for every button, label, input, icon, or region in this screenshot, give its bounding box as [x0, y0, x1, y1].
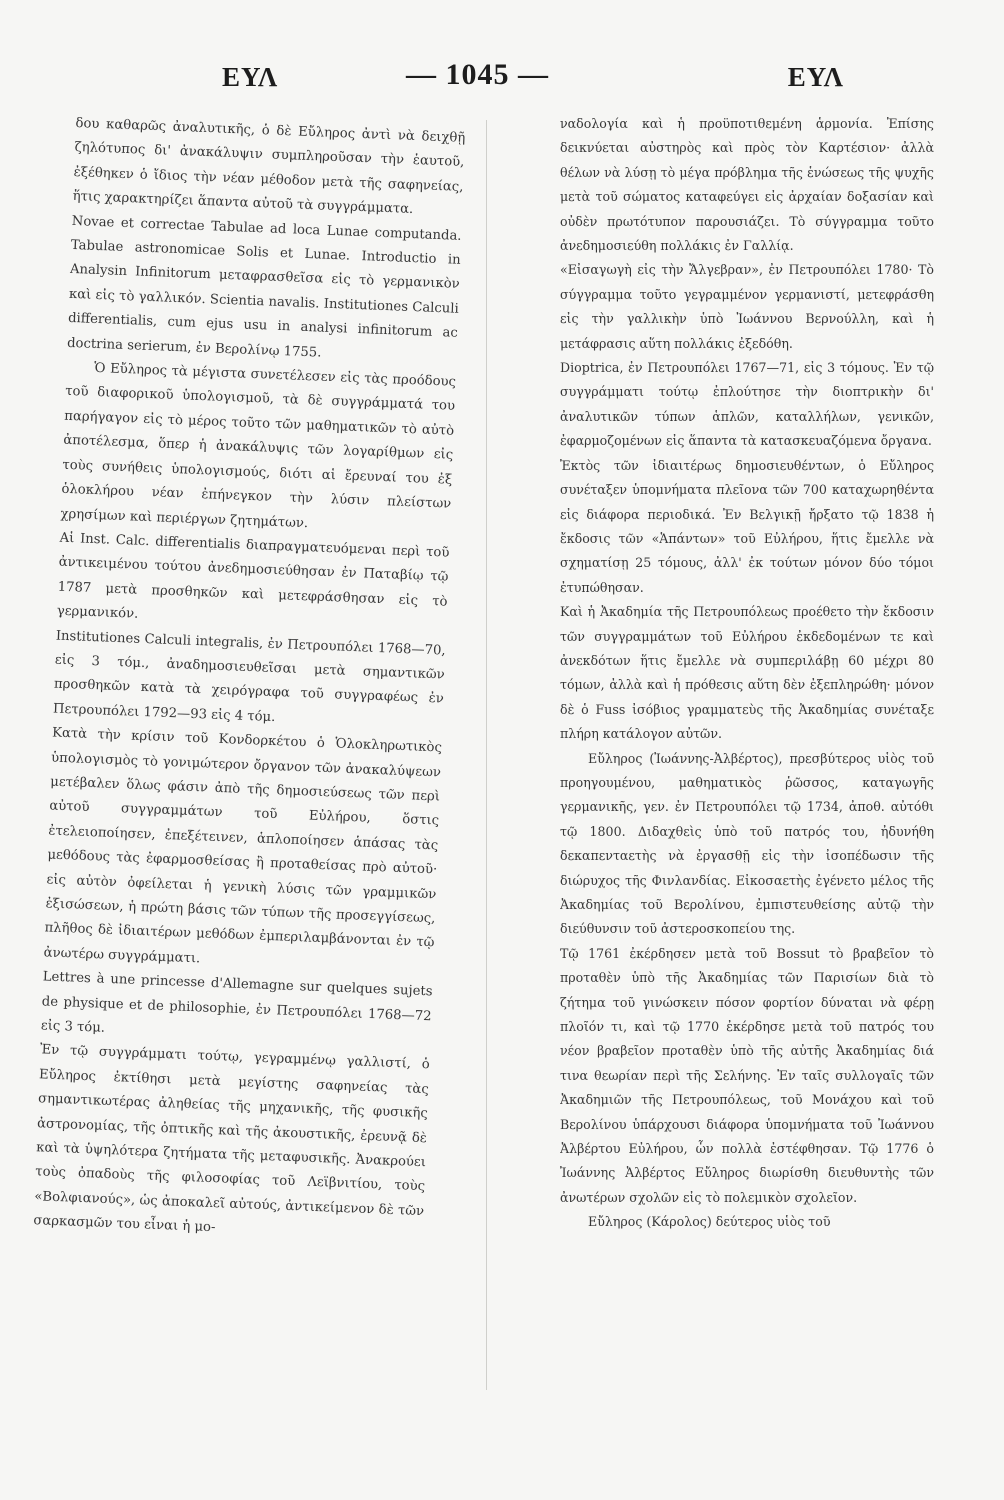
right-paragraph: Τῷ 1761 ἐκέρδησεν μετὰ τοῦ Bossut τὸ βραβεῖον τὸ προταθὲν ὑπὸ τῆς Ἀκαδημίας τῶν Παρισίων διὰ τὸ ζήτημα τοῦ γινώσκειν πόσον φορτίον δύναται νὰ φέρῃ πλοῖόν τι, καὶ τῷ 1770 ἐκέρδησε μετὰ τοῦ πατρός του νέον βραβεῖον προταθὲν ὑπὸ τῆς αὐτῆς Ἀκαδημίας διά τινα θεωρίαν περὶ τῆς Σελήνης. Ἐν ταῖς συλλογαῖς τῶν Ἀκαδημιῶν τῆς Πετρουπόλεως, τοῦ Μονάχου καὶ τοῦ Βερολίνου ὑπάρχουσι διάφορα ὑπομνήματα τοῦ Ἰωάννου Ἀλβέρτου Εὐλήρου, ὧν πολλὰ ἐστέφθησαν. Τῷ 1776 ὁ Ἰωάννης Ἀλβέρτος Εὔληρος διωρίσθη διευθυντὴς τῶν ἀνωτέρων σχολῶν εἰς τὸ πολεμικὸν σχολεῖον.	[560, 945, 934, 1205]
header-left-word: ΕΥΛ	[222, 62, 279, 92]
page-number: — 1045 —	[406, 58, 549, 91]
text-columns	[33, 112, 934, 1440]
right-paragraph: Ἐκτὸς τῶν ἰδιαιτέρως δημοσιευθέντων, ὁ Εὔληρος συνέταξεν ὑπομνήματα πλεῖονα τῶν 700 καταχωρηθέντα εἰς διάφορα περιοδικά. Ἐν Βελγικῇ ἤρξατο τῷ 1838 ἡ ἔκδοσις τῶν «Ἁπάντων» τοῦ Εὐλήρου, ἥτις ἔμελλε νὰ σχηματίσῃ 25 τόμους, ἀλλ' ἐκ τούτων μόνον δύο τόμοι ἐτυπώθησαν.	[560, 457, 934, 595]
left-paragraph: Novae et correctae Tabulae ad loca Lunae computanda. Tabulae astronomicae Solis et Lunae. Introductio in Analysin Infinitorum μεταφρασθεῖσα εἰς τὸ γερμανικὸν καὶ εἰς τὸ γαλλικόν. Scientia navalis. Institutiones Calculi differentialis, cum ejus usu in analysi infinitorum ac doctrina serierum, ἐν Βερολίνῳ 1755.	[66, 213, 462, 361]
left-paragraph: Κατὰ τὴν κρίσιν τοῦ Κονδορκέτου ὁ Ὁλοκληρωτικὸς ὑπολογισμὸς τὸ γονιμώτερον ὄργανον τῶν ἀνακαλύψεων μετέβαλεν ὅλως φάσιν ἀπὸ τῆς δημοσιεύσεως τῶν περὶ αὐτοῦ συγγραμμάτων τοῦ Εὐλήρου, ὅστις ἐτελειοποίησεν, ἐπεξέτεινεν, ἁπλοποίησεν ἁπάσας τὰς μεθόδους τὰς ἐφαρμοσθείσας ἢ προταθείσας πρὸ αὐτοῦ· εἰς αὐτὸν ὀφείλεται ἡ γενικὴ λύσις τῶν γραμμικῶν ἐξισώσεων, ἡ πρώτη βάσις τῶν τύπων τῆς προσεγγίσεως, πλῆθος δὲ ἰδιαιτέρων μεθόδων ἐμπεριλαμβάνονται ἐν τῷ ἀνωτέρω συγγράμματι.	[43, 725, 443, 967]
left-paragraph: Institutiones Calculi integralis, ἐν Πετρουπόλει 1768—70, εἰς 3 τόμ., ἀναδημοσιευθεῖσαι μετὰ σημαντικῶν προσθηκῶν κατὰ τὰ χειρόγραφα τοῦ συγγραφέως ἐν Πετρουπόλει 1792—93 εἰς 4 τόμ.	[52, 628, 446, 725]
page-header	[76, 58, 934, 98]
header-right-word: ΕΥΛ	[787, 62, 844, 92]
left-column	[25, 112, 466, 1454]
left-paragraph: Ὁ Εὔληρος τὰ μέγιστα συνετέλεσεν εἰς τὰς προόδους τοῦ διαφορικοῦ ὑπολογισμοῦ, τὰ δὲ συγγράμματά του παρήγαγον εἰς τὸ μέρος τοῦτο τῶν μαθηματικῶν τὸ αὐτὸ ἀποτέλεσμα, ὅπερ ἡ ἀνακάλυψις τῶν λογαρίθμων εἰς τοὺς συνήθεις ὑπολογισμούς, διότι αἱ ἔρευναί του ἐξ ὁλοκλήρου νέαν ἐπήνεγκον τὴν λύσιν πλείστων χρησίμων καὶ περιέργων ζητημάτων.	[60, 360, 457, 531]
right-paragraph: Εὔληρος (Κάρολος) δεύτερος υἱὸς τοῦ	[588, 1214, 831, 1230]
right-paragraph: Εὔληρος (Ἰωάννης-Ἀλβέρτος), πρεσβύτερος υἱὸς τοῦ προηγουμένου, μαθηματικὸς ῥῶσσος, καταγωγῆς γερμανικῆς, γεν. ἐν Πετρουπόλει τῷ 1734, ἀποθ. αὐτόθι τῷ 1800. Διδαχθεὶς ὑπὸ τοῦ πατρός του, ἠδυνήθη δεκαπενταετὴς νὰ ἐργασθῇ εἰς τὴν ἰσοπέδωσιν τῆς διώρυχος τῆς Φινλανδίας. Εἰκοσαετὴς ἐγένετο μέλος τῆς Ἀκαδημίας τοῦ Βερολίνου, ἐμπιστευθείσης αὐτῷ τὴν διεύθυνσιν τοῦ ἀστεροσκοπείου της.	[560, 750, 934, 937]
left-paragraph: δου καθαρῶς ἀναλυτικῆς, ὁ δὲ Εὔληρος ἀντὶ νὰ δειχθῇ ζηλότυπος δι' ἀνακάλυψιν συμπληροῦσαν τὴν ἑαυτοῦ, ἐξέθηκεν ὁ ἴδιος τὴν νέαν μέθοδον μετὰ τῆς σαφηνείας, ἥτις χαρακτηρίζει ἅπαντα αὐτοῦ τὰ συγγράμματα.	[72, 115, 466, 218]
right-column	[560, 112, 934, 1440]
right-paragraph: Dioptrica, ἐν Πετρουπόλει 1767—71, εἰς 3 τόμους. Ἐν τῷ συγγράμματι τούτῳ ἐπλούτησε τὴν διοπτρικὴν δι' ἀναλυτικῶν τύπων ἁπλῶν, καταλλήλων, γενικῶν, ἐφαρμοζομένων εἰς ἅπαντα τὰ κατασκευαζόμενα ὄργανα.	[560, 360, 934, 449]
right-paragraph: ναδολογία καὶ ἡ προϋποτιθεμένη ἁρμονία. Ἐπίσης δεικνύεται αὐστηρὸς καὶ πρὸς τὸν Καρτέσιον· ἀλλὰ θέλων νὰ λύσῃ τὸ μέγα πρόβλημα τῆς ἑνώσεως τῆς ψυχῆς μετὰ τοῦ σώματος καταφεύγει εἰς ἀρχαίαν δοξασίαν καὶ οὐδὲν πρωτότυπον παρουσιάζει. Τὸ σύγγραμμα τοῦτο ἀνεδημοσιεύθη πολλάκις ἐν Γαλλίᾳ.	[560, 116, 934, 254]
left-paragraph: Lettres à une princesse d'Allemagne sur quelques sujets de physique et de philosophie, ἐν Πετρουπόλει 1768—72 εἰς 3 τόμ.	[40, 969, 433, 1036]
right-paragraph: «Εἰσαγωγὴ εἰς τὴν Ἄλγεβραν», ἐν Πετρουπόλει 1780· Τὸ σύγγραμμα τοῦτο γεγραμμένον γερμανιστί, μετεφράσθη εἰς τὴν γαλλικὴν ὑπὸ Ἰωάννου Βερνούλλη, καὶ ἡ μετάφρασις αὕτη πολλάκις ἐξεδόθη.	[560, 262, 934, 351]
right-paragraph: Καὶ ἡ Ἀκαδημία τῆς Πετρουπόλεως προέθετο τὴν ἔκδοσιν τῶν συγγραμμάτων τοῦ Εὐλήρου ἐκδεδομένων τε καὶ ἀνεκδότων ἥτις ἔμελλε νὰ συμπεριλάβῃ 60 μέχρι 80 τόμων, ἀλλὰ καὶ ἡ πρόθεσις αὕτη δὲν ἐξεπληρώθη· μόνον δὲ ὁ Fuss ἰσόβιος γραμματεὺς τῆς Ἀκαδημίας συνέταξε πλήρη κατάλογον αὐτῶν.	[560, 604, 934, 742]
left-paragraph: Αἱ Inst. Calc. differentialis διαπραγματευόμεναι περὶ τοῦ ἀντικειμένου τούτου ἀνεδημοσιεύθησαν ἐν Παταβίῳ τῷ 1787 μετὰ προσθηκῶν καὶ μετεφράσθησαν εἰς τὸ γερμανικόν.	[56, 530, 450, 622]
column-divider	[486, 120, 487, 1390]
left-paragraph: Ἐν τῷ συγγράμματι τούτῳ, γεγραμμένῳ γαλλιστί, ὁ Εὔληρος ἐκτίθησι μετὰ μεγίστης σαφηνείας τὰς σημαντικωτέρας ἀληθείας τῆς μηχανικῆς, τῆς φυσικῆς ἀστρονομίας, τῆς ὀπτικῆς καὶ τῆς ἀκουστικῆς, ἐρευνᾷ δὲ καὶ τὰ ὑψηλότερα ζητήματα τῆς μεταφυσικῆς. Ἀνακρούει τοὺς ὀπαδοὺς τῆς φιλοσοφίας τοῦ Λεϊβνιτίου, τοὺς «Βολφιανούς», ὡς ἀποκαλεῖ αὐτούς, ἀντικείμενον δὲ τῶν σαρκασμῶν του εἶναι ἡ μο-	[33, 1042, 430, 1236]
